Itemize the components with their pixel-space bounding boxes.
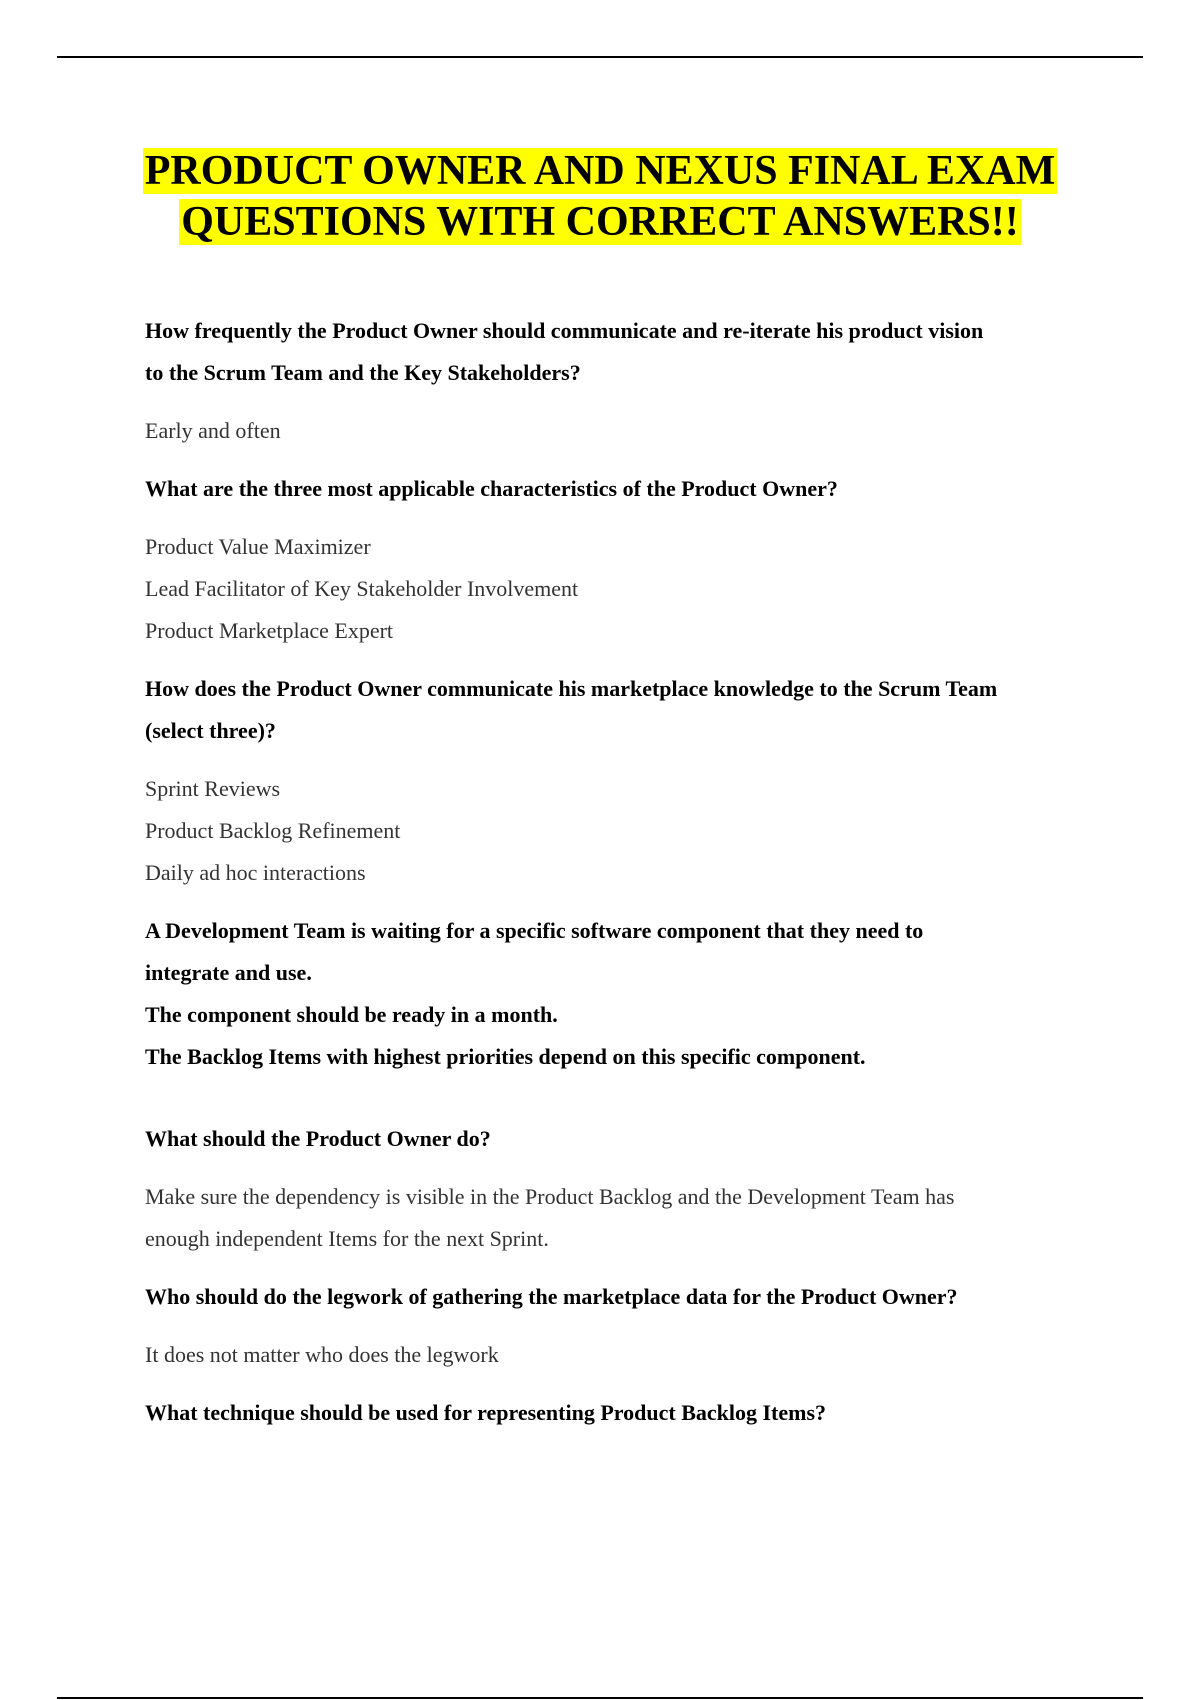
answer-2-line-1: Product Value Maximizer [145,534,371,559]
answer-3 [145,768,1095,894]
question-1-line-1: How frequently the Product Owner should communicate and re-iterate his product vision [145,318,984,343]
question-4-line-1: A Development Team is waiting for a specific software component that they need to [145,918,924,943]
question-3-line-1: How does the Product Owner communicate his marketplace knowledge to the Scrum Team [145,676,998,701]
answer-2 [145,526,1095,652]
question-5 [145,1276,1095,1318]
question-3-line-2: (select three)? [145,718,276,743]
top-horizontal-rule [57,56,1143,58]
question-4 [145,910,1095,1078]
answer-1 [145,410,1095,452]
question-1 [145,310,1095,394]
bottom-horizontal-rule [57,1697,1143,1699]
question-5-line-1: Who should do the legwork of gathering the marketplace data for the Product Owner? [145,1284,958,1309]
answer-3-line-1: Sprint Reviews [145,776,281,801]
answer-4-line-1: Make sure the dependency is visible in the Product Backlog and the Development Team has [145,1184,955,1209]
answer-3-line-3: Daily ad hoc interactions [145,860,366,885]
answer-2-line-3: Product Marketplace Expert [145,618,394,643]
answer-5 [145,1334,1095,1376]
answer-5-line-1: It does not matter who does the legwork [145,1342,499,1367]
answer-4-line-2: enough independent Items for the next Sprint. [145,1226,549,1251]
question-4-line-3: The component should be ready in a month. [145,1002,558,1027]
answer-2-line-2: Lead Facilitator of Key Stakeholder Involvement [145,576,579,601]
question-6 [145,1392,1095,1434]
answer-3-line-2: Product Backlog Refinement [145,818,401,843]
title-highlight: PRODUCT OWNER AND NEXUS FINAL EXAM QUESTIONS WITH CORRECT ANSWERS!! [144,148,1056,245]
question-2-line-1: What are the three most applicable characteristics of the Product Owner? [145,476,838,501]
answer-4 [145,1176,1095,1260]
answer-1-line-1: Early and often [145,418,281,443]
question-2 [145,468,1095,510]
question-6-line-1: What technique should be used for representing Product Backlog Items? [145,1400,827,1425]
question-4-followup [145,1118,1095,1160]
qa-content [145,310,1095,1434]
question-3 [145,668,1095,752]
question-4-followup-line-1: What should the Product Owner do? [145,1126,491,1151]
question-4-line-2: integrate and use. [145,960,312,985]
document-title [120,146,1080,248]
question-1-line-2: to the Scrum Team and the Key Stakeholders? [145,360,581,385]
question-4-line-4: The Backlog Items with highest priorities depend on this specific component. [145,1044,866,1069]
